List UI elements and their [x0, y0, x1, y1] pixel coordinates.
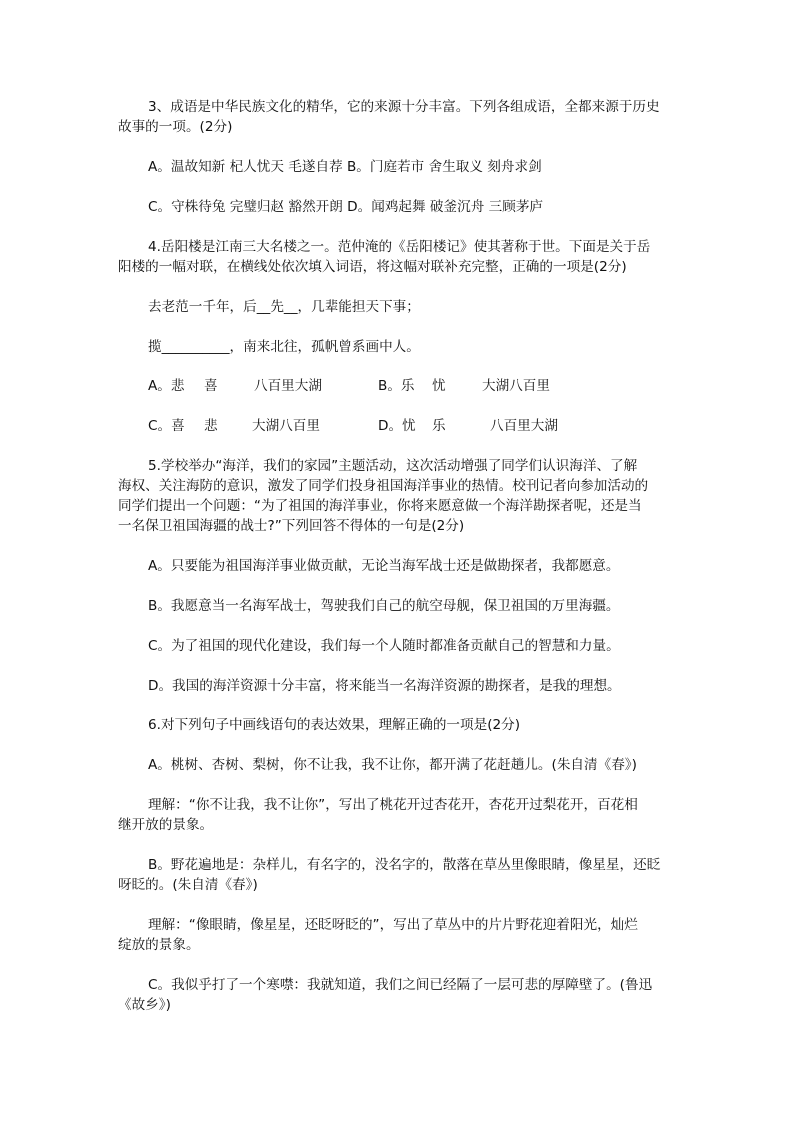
q6-option-a: A。桃树、杏树、梨树，你不让我，我不让你，都开满了花赶趟儿。(朱自清《春》) — [148, 757, 637, 773]
q4-option-a-phrase: 八百里大湖 — [254, 378, 322, 394]
q4-option-d-word2: 乐 — [432, 418, 446, 434]
q6-option-b-line-2: 呀眨的。(朱自清《春》) — [118, 877, 258, 893]
q4-option-b-phrase: 大湖八百里 — [482, 378, 550, 394]
q5-stem-line-2: 海权、关注海防的意识，激发了同学们投身祖国海洋事业的热情。校刊记者向参加活动的 — [118, 478, 649, 494]
q4-stem-line-1: 4.岳阳楼是江南三大名楼之一。范仲淹的《岳阳楼记》使其著称于世。下面是关于岳 — [148, 239, 651, 255]
q4-option-d-word1: D。忧 — [378, 418, 416, 434]
q5-option-a: A。只要能为祖国海洋事业做贡献，无论当海军战士还是做勘探者，我都愿意。 — [148, 558, 620, 574]
q6-b-explanation-2: 绽放的景象。 — [118, 937, 200, 953]
q5-option-b: B。我愿意当一名海军战士，驾驶我们自己的航空母舰，保卫祖国的万里海疆。 — [148, 598, 620, 614]
q3-stem-line-1: 3、成语是中华民族文化的精华，它的来源十分丰富。下列各组成语，全都来源于历史 — [148, 99, 660, 115]
q6-a-explanation-1: 理解：“你不让我，我不让你”，写出了桃花开过杏花开，杏花开过梨花开，百花相 — [148, 797, 638, 813]
q4-option-b-word1: B。乐 — [378, 378, 415, 394]
q4-options-cd — [148, 416, 558, 436]
q5-stem-line-1: 5.学校举办“海洋，我们的家园”主题活动，这次活动增强了同学们认识海洋、了解 — [148, 458, 638, 474]
q3-options-ab: A。温故知新 杞人忧天 毛遂自荐 B。门庭若市 舍生取义 刻舟求剑 — [148, 159, 542, 175]
q6-b-explanation-1: 理解：“像眼睛，像星星，还眨呀眨的”，写出了草丛中的片片野花迎着阳光，灿烂 — [148, 917, 638, 933]
q6-stem: 6.对下列句子中画线语句的表达效果，理解正确的一项是(2分) — [148, 717, 521, 733]
q6-option-c-line-1: C。我似乎打了一个寒噤：我就知道，我们之间已经隔了一层可悲的厚障壁了。(鲁迅 — [148, 977, 653, 993]
q6-option-b-line-1: B。野花遍地是：杂样儿，有名字的，没名字的，散落在草丛里像眼睛，像星星，还眨 — [148, 857, 661, 873]
q5-option-c: C。为了祖国的现代化建设，我们每一个人随时都准备贡献自己的智慧和力量。 — [148, 638, 620, 654]
q4-option-c-word2: 悲 — [204, 418, 218, 434]
q4-option-c-phrase: 大湖八百里 — [252, 418, 320, 434]
q4-couplet-line-1: 去老范一千年，后__先__，几辈能担天下事； — [148, 299, 420, 315]
q5-stem-line-4: 一名保卫祖国海疆的战士?”下列回答不得体的一句是(2分) — [118, 518, 465, 534]
q4-stem-line-2: 阳楼的一幅对联，在横线处依次填入词语，将这幅对联补充完整，正确的一项是(2分) — [118, 259, 627, 275]
q4-couplet-line-2: 揽__________，南来北往，孤帆曾系画中人。 — [148, 339, 420, 355]
q3-stem-line-2: 故事的一项。(2分) — [118, 119, 233, 135]
q5-option-d: D。我国的海洋资源十分丰富，将来能当一名海洋资源的勘探者，是我的理想。 — [148, 678, 621, 694]
q4-option-c-word1: C。喜 — [148, 418, 185, 434]
q6-option-c-line-2: 《故乡》) — [118, 997, 171, 1013]
q4-option-a-word2: 喜 — [204, 378, 218, 394]
q5-stem-line-3: 同学们提出一个问题：“为了祖国的海洋事业，你将来愿意做一个海洋勘探者呢，还是当 — [118, 498, 642, 514]
q4-option-a-word1: A。悲 — [148, 378, 185, 394]
q4-option-d-phrase: 八百里大湖 — [490, 418, 558, 434]
q4-options-ab — [148, 376, 550, 396]
q6-a-explanation-2: 继开放的景象。 — [118, 817, 214, 833]
q3-options-cd: C。守株待兔 完璧归赵 豁然开朗 D。闻鸡起舞 破釜沉舟 三顾茅庐 — [148, 199, 543, 215]
q4-option-b-word2: 忧 — [432, 378, 446, 394]
